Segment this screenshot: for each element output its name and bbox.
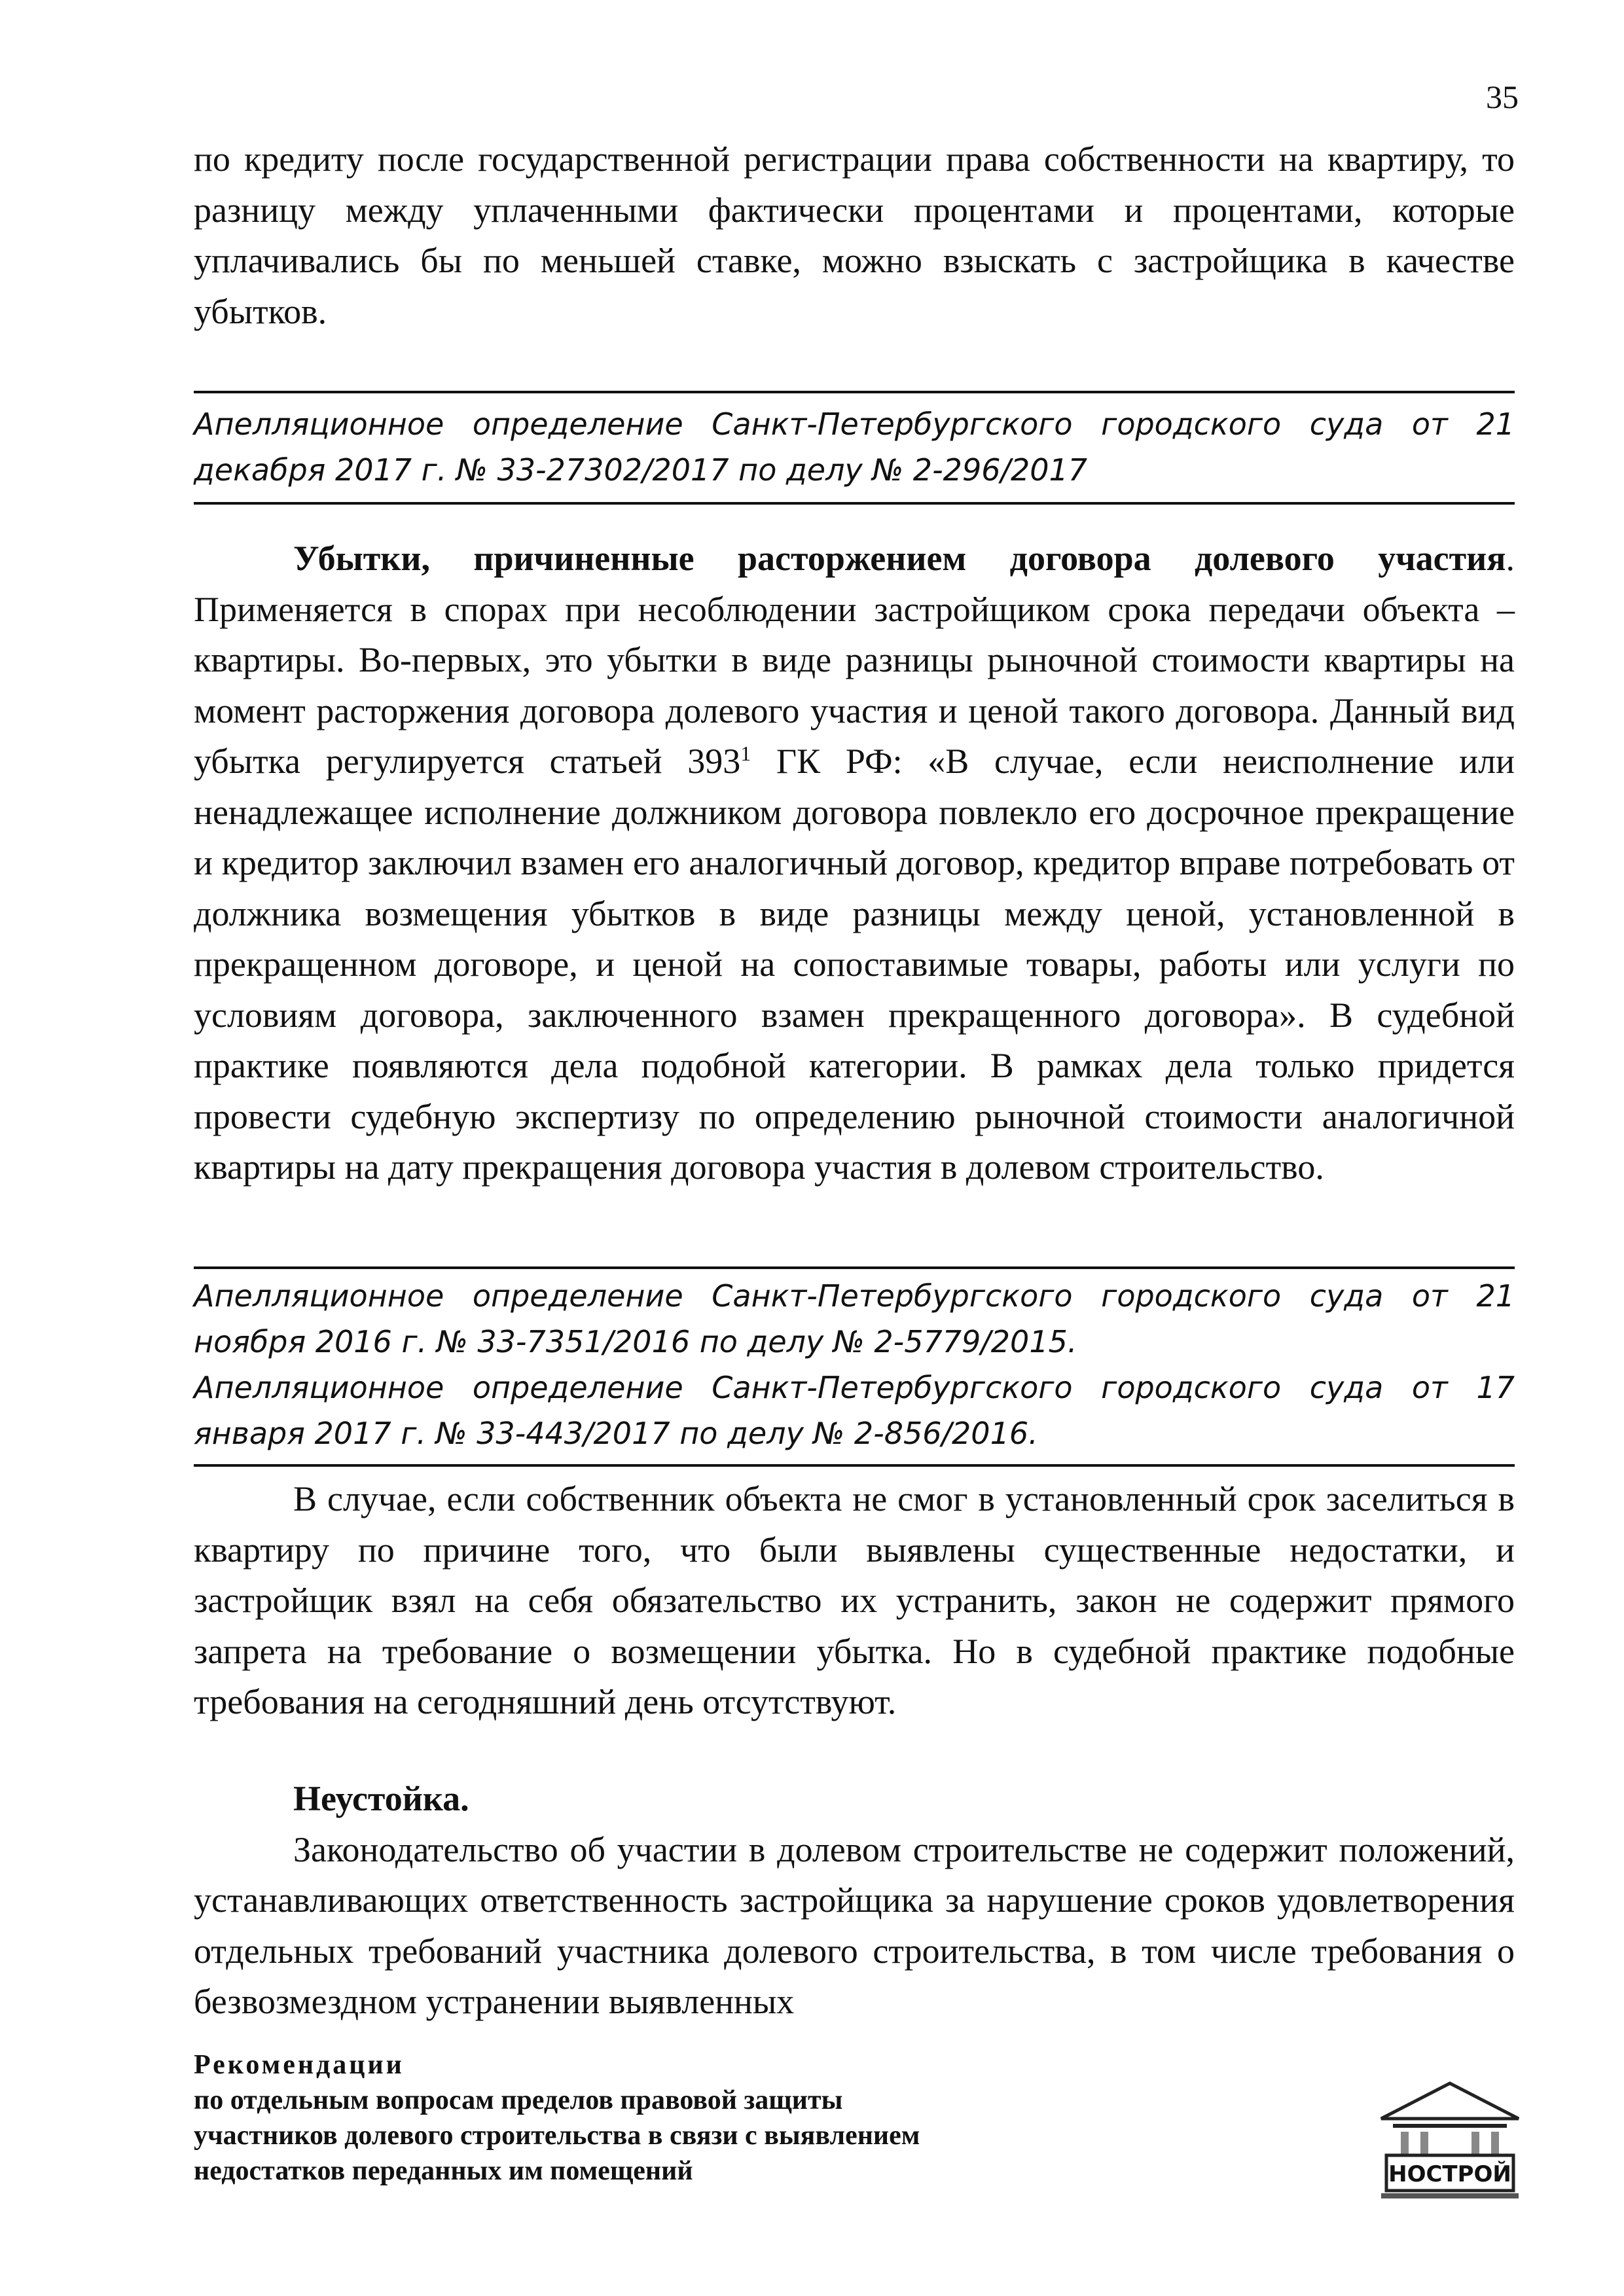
paragraph-damages-termination: Убытки, причиненные расторжением договора долевого участия. Применяется в спорах при несоблюдении застройщиком срока передачи объекта – квартиры. Во-первых, это убытки в виде разницы рыночной стоимости квартиры на момент расторжения договора долевого участия и ценой такого договора. Данный вид убытка регулируется статьей $393^1$ ГК РФ: «В случае, если неисполнение или ненадлежащее исполнение должником договора повлекло его досрочное прекращение и кредитор заключил взамен его аналогичный договор, кредитор вправе потребовать от должника возмещения убытков в виде разницы между ценой, установленной в прекращенном договоре, и ценой на сопоставимые товары, работы или услуги по условиям договора, заключенного взамен прекращенного договора». В судебной практике появляются дела подобной категории. В рамках дела только придется провести судебную экспертизу по определению рыночной стоимости аналогичной квартиры на дату прекращения договора участия в долевом строительство. bbox=[194, 539, 1515, 1187]
paragraph-continuation bbox=[194, 134, 1515, 337]
footer-title: Рекомендации bbox=[194, 2050, 405, 2080]
section-heading: Неустойка. bbox=[293, 1779, 469, 1818]
citation-text: Апелляционное определение Санкт-Петербургского городского суда от 17 января 2017 г. № 33-443/2017 по делу № 2-856/2016. bbox=[194, 1370, 1515, 1451]
paragraph-text: по кредиту после государственной регистрации права собственности на квартиру, то разницу между уплаченными фактически процентами и процентами, которые уплачивались бы по меньшей ставке, можно взыскать с застройщика в качестве убытков. bbox=[194, 139, 1515, 331]
court-citations-box bbox=[194, 1266, 1515, 1467]
footer-document-title bbox=[194, 2047, 1176, 2189]
paragraph-text: Законодательство об участии в долевом строительстве не содержит положений, устанавливающих ответственность застройщика за нарушение сроков удовлетворения отдельных требований участника долевого строительства, в том числе требования о безвозмездном устранении выявленных bbox=[194, 1829, 1515, 2021]
footer-line: по отдельным вопросам пределов правовой защиты bbox=[194, 2085, 843, 2115]
footer-line: участников долевого строительства в связи с выявлением bbox=[194, 2121, 920, 2151]
paragraph-text: ГК РФ: «В случае, если неисполнение или ненадлежащее исполнение должником договора повлекло его досрочное прекращение и кредитор заключил взамен его аналогичный договор, кредитор вправе потребовать от должника возмещения убытков в виде разницы между ценой, установленной в прекращенном договоре, и ценой на сопоставимые товары, работы или услуги по условиям договора, заключенного взамен прекращенного договора». В судебной практике появляются дела подобной категории. В рамках дела только придется провести судебную экспертизу по определению рыночной стоимости аналогичной квартиры на дату прекращения договора участия в долевом строительство. bbox=[194, 742, 1515, 1187]
section-penalty bbox=[194, 1774, 1515, 2028]
nostroy-logo-icon bbox=[1375, 2078, 1525, 2202]
paragraph-text: В случае, если собственник объекта не смог в установленный срок заселиться в квартиру по причине того, что были выявлены существенные недостатки, и застройщик взял на себя обязательство их устранить, закон не содержит прямого запрета на требование о возмещении убытка. Но в судебной практике подобные требования на сегодняшний день отсутствуют. bbox=[194, 1479, 1515, 1721]
superscript: 1 bbox=[740, 742, 751, 765]
logo-text: НОСТРОЙ bbox=[1388, 2161, 1511, 2187]
page-number: 35 bbox=[1486, 79, 1519, 115]
paragraph-heading: Убытки, причиненные расторжением договора долевого участия bbox=[293, 539, 1506, 578]
court-citation-box bbox=[194, 391, 1515, 505]
citation-text: Апелляционное определение Санкт-Петербургского городского суда от 21 декабря 2017 г. № 33-27302/2017 по делу № 2-296/2017 bbox=[194, 406, 1515, 488]
footer-line: недостатков переданных им помещений bbox=[194, 2156, 693, 2186]
paragraph-defects bbox=[194, 1474, 1515, 1728]
paragraph-text: Применяется в спорах при несоблюдении застройщиком срока передачи объекта – квартиры. Во-первых, это убытки в виде разницы рыночной стоимости квартиры на момент расторжения договора долевого участия и ценой такого договора. Данный вид убытка регулируется статьей 393 bbox=[194, 589, 1515, 781]
citation-text: Апелляционное определение Санкт-Петербургского городского суда от 21 ноября 2016 г. № 33-7351/2016 по делу № 2-5779/2015. bbox=[194, 1278, 1515, 1359]
